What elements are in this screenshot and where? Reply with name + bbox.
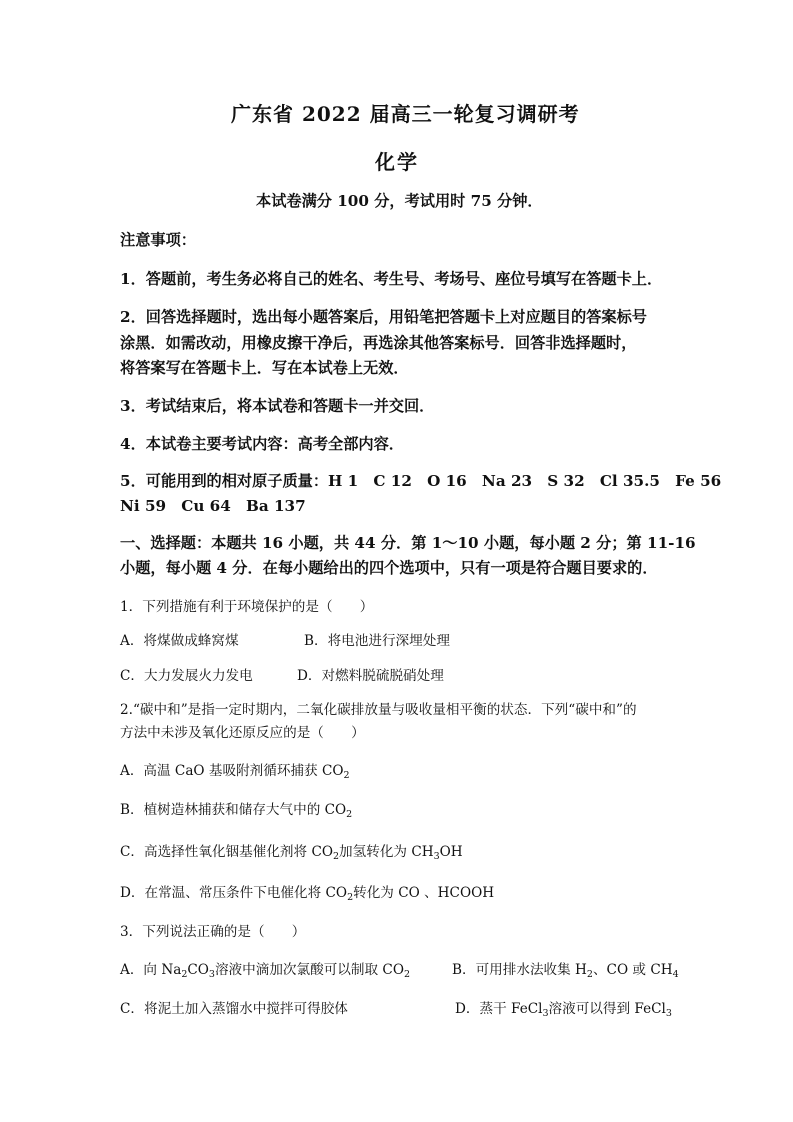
q2-stem-line-1: 2.“碳中和”是指一定时期内，二氧化碳排放量与吸收量相平衡的状态．下列“碳中和”的 [120,702,637,718]
q3-stem: 3．下列说法正确的是（ ） [120,924,306,940]
subscript: 3 [665,1008,672,1019]
q3-option-a [120,958,410,980]
subscript: 2 [347,892,354,903]
notice-item-2-line-1: 2．回答选择题时，选出每小题答案后，用铅笔把答题卡上对应题目的答案标号 [120,308,647,326]
exam-info: 本试卷满分 100 分，考试用时 75 分钟． [256,192,543,210]
q1-option-c: C．大力发展火力发电 [120,668,253,684]
section-1-line-2: 小题，每小题 4 分．在每小题给出的四个选项中，只有一项是符合题目要求的． [120,559,658,577]
subscript: 3 [208,969,215,980]
q2-option-a [120,759,350,781]
subscript: 2 [403,969,411,980]
q1-option-d: D．对燃料脱硫脱硝处理 [297,668,444,684]
notice-item-2-line-3: 将答案写在答题卡上．写在本试卷上无效． [120,359,409,377]
subscript: 3 [542,1008,549,1019]
subscript: 3 [433,851,440,862]
notice-item-4: 4．本试卷主要考试内容：高考全部内容． [120,435,404,453]
notice-item-1: 1．答题前，考生务必将自己的姓名、考生号、考场号、座位号填写在答题卡上． [120,270,663,288]
subject-title: 化学 [375,150,419,174]
notice-item-5-line-1: 5．可能用到的相对原子质量：H 1 C 12 O 16 Na 23 S 32 Cl 35.5 Fe 56 [120,472,722,490]
q3-option-b-text: B．可用排水法收集 H [452,962,587,978]
q2-option-d-text: D．在常温、常压条件下电催化将 CO [120,885,348,901]
q3-option-d-text-2: 溶液可以得到 FeCl [548,1001,666,1017]
q3-option-a-text-2: CO [187,962,209,978]
notice-item-5-line-2: Ni 59 Cu 64 Ba 137 [120,497,306,515]
subscript: 2 [586,969,593,980]
q2-option-c-text-3: OH [439,844,463,860]
notice-item-2-line-2: 涂黑．如需改动，用橡皮擦干净后，再选涂其他答案标号．回答非选择题时， [120,334,637,352]
q2-option-c [120,840,463,862]
q1-option-b: B．将电池进行深埋处理 [304,633,450,649]
q3-option-d [455,997,672,1019]
notice-item-3: 3．考试结束后，将本试卷和答题卡一并交回． [120,397,435,415]
subscript: 2 [181,969,188,980]
q2-option-a-text: A．高温 CaO 基吸附剂循环捕获 CO [120,763,344,779]
q2-stem-line-2: 方法中未涉及氧化还原反应的是（ ） [120,725,365,741]
q1-stem: 1．下列措施有利于环境保护的是（ ） [120,599,374,615]
subscript: 2 [346,809,353,820]
q3-option-b-text-2: 、CO 或 CH [592,962,673,978]
notice-heading: 注意事项： [120,231,196,249]
exam-title: 广东省 2022 届高三一轮复习调研考 [231,102,580,126]
q1-option-a: A．将煤做成蜂窝煤 [120,633,239,649]
q2-option-d [120,881,494,903]
subscript: 2 [343,770,350,781]
q3-option-a-text-3: 溶液中滴加次氯酸可以制取 CO [214,962,404,978]
q3-option-b [452,958,679,980]
subscript: 2 [333,851,340,862]
section-1-line-1: 一、选择题：本题共 16 小题，共 44 分．第 1～10 小题，每小题 2 分；第 11-16 [120,534,696,552]
q2-option-b-text: B．植树造林捕获和储存大气中的 CO [120,802,347,818]
q2-option-d-text-2: 转化为 CO 、HCOOH [353,885,495,901]
q2-option-b [120,798,352,820]
q3-option-c: C．将泥土加入蒸馏水中搅拌可得胶体 [120,1001,348,1017]
q3-option-a-text: A．向 Na [120,962,182,978]
q2-option-c-text: C．高选择性氧化铟基催化剂将 CO [120,844,333,860]
subscript: 4 [672,969,679,980]
q3-option-d-text: D．蒸干 FeCl [455,1001,543,1017]
q2-option-c-text-2: 加氢转化为 CH [339,844,434,860]
